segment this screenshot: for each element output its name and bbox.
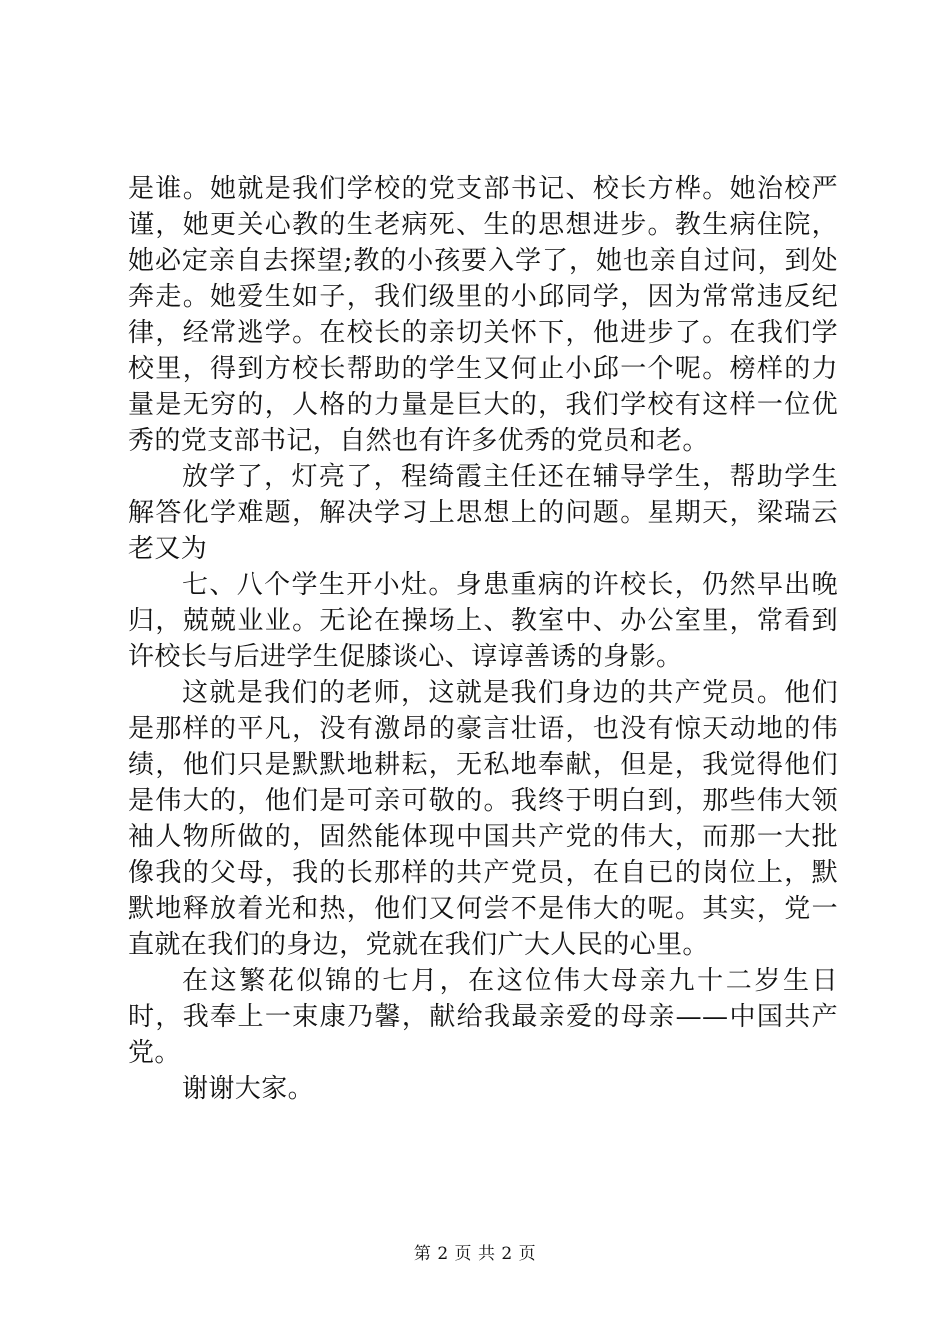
paragraph-2: 放学了，灯亮了，程绮霞主任还在辅导学生，帮助学生解答化学难题，解决学习上思想上的问题。星期天，梁瑞云老又为 (128, 462, 838, 564)
paragraph-6: 谢谢大家。 (182, 1074, 315, 1104)
paragraph-3: 七、八个学生开小灶。身患重病的许校长，仍然早出晚归，兢兢业业。无论在操场上、教室中、办公室里，常看到许校长与后进学生促膝谈心、谆谆善诱的身影。 (128, 570, 838, 672)
paragraph-1: 是谁。她就是我们学校的党支部书记、校长方桦。她治校严谨，她更关心教的生老病死、生的思想进步。教生病住院，她必定亲自去探望;教的小孩要入学了，她也亲自过问，到处奔走。她爱生如子，我们级里的小邱同学，因为常常违反纪律，经常逃学。在校长的亲切关怀下，他进步了。在我们学校里，得到方校长帮助的学生又何止小邱一个呢。榜样的力量是无穷的，人格的力量是巨大的，我们学校有这样一位优秀的党支部书记，自然也有许多优秀的党员和老。 (128, 174, 838, 456)
page-number-label: 第 2 页 共 2 页 (413, 1244, 537, 1264)
paragraph-5: 在这繁花似锦的七月，在这位伟大母亲九十二岁生日时，我奉上一束康乃馨，献给我最亲爱的母亲——中国共产党。 (128, 966, 838, 1068)
page-footer (0, 1243, 950, 1265)
paragraph-4: 这就是我们的老师，这就是我们身边的共产党员。他们是那样的平凡，没有激昂的豪言壮语，也没有惊天动地的伟绩，他们只是默默地耕耘，无私地奉献，但是，我觉得他们是伟大的，他们是可亲可敬的。我终于明白到，那些伟大领袖人物所做的，固然能体现中国共产党的伟大，而那一大批像我的父母，我的长那样的共产党员，在自已的岗位上，默默地释放着光和热，他们又何尝不是伟大的呢。其实，党一直就在我们的身边，党就在我们广大人民的心里。 (128, 678, 838, 960)
body-text (128, 171, 838, 1107)
